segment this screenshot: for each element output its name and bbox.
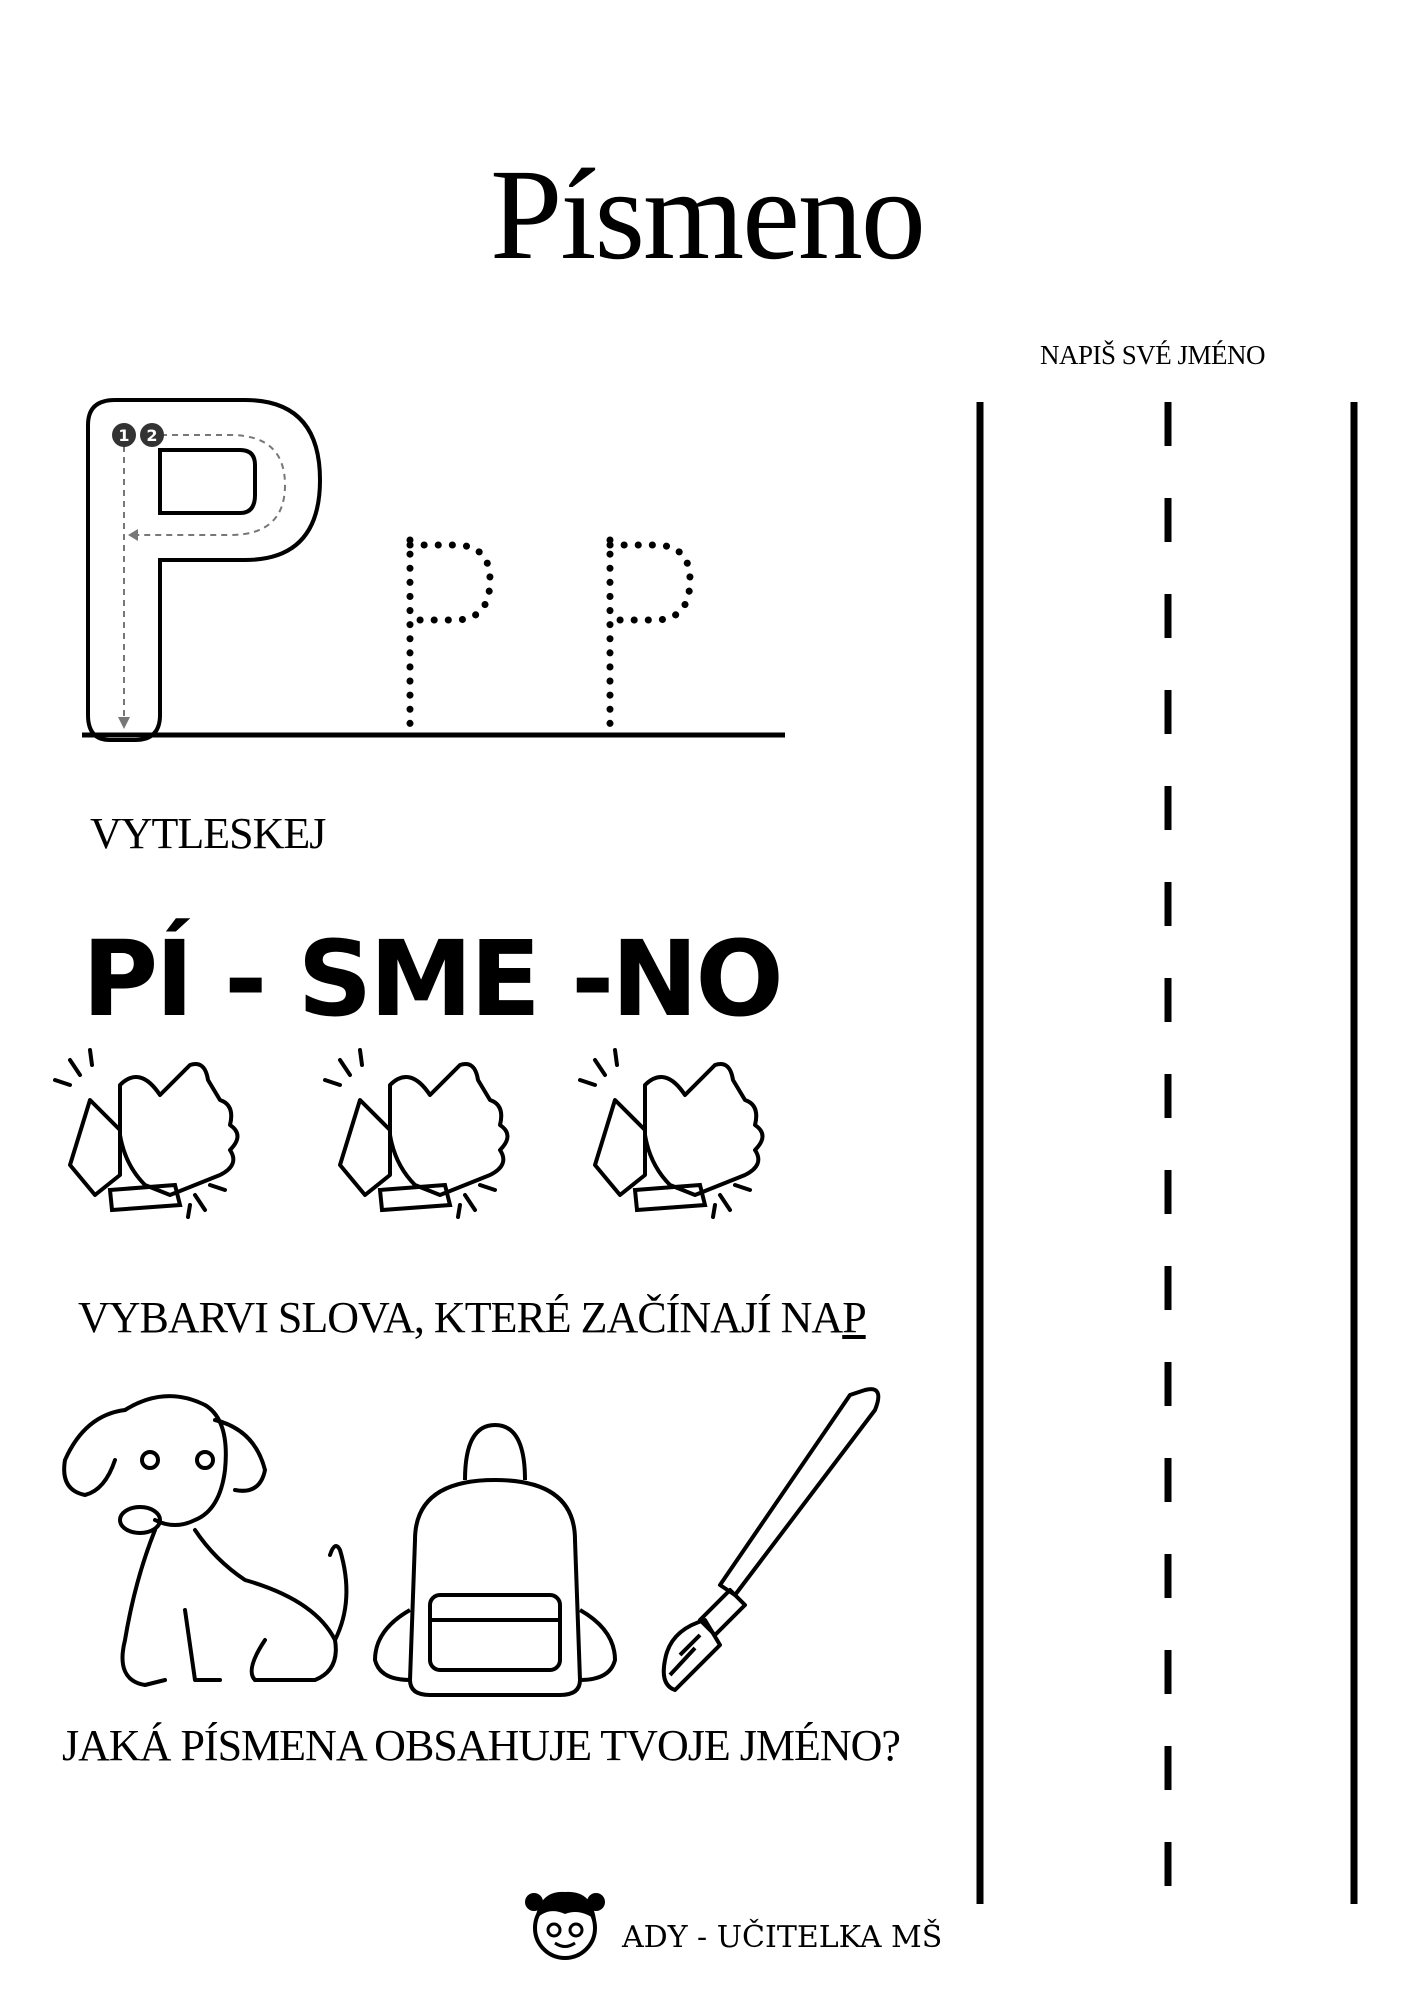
dotted-p-2 bbox=[610, 540, 690, 725]
paintbrush-icon bbox=[664, 1389, 879, 1690]
teacher-face-icon bbox=[520, 1880, 610, 1970]
dog-icon bbox=[64, 1396, 346, 1685]
clapping-hands-icon-2 bbox=[325, 1050, 508, 1217]
footer-text: ADY - UČITELKA MŠ bbox=[622, 1920, 943, 1955]
dotted-p-1 bbox=[410, 540, 490, 725]
clapping-hands-icon-3 bbox=[580, 1050, 763, 1217]
color-instruction-letter: P bbox=[842, 1293, 866, 1342]
page-title: Písmeno bbox=[490, 143, 924, 287]
backpack-icon bbox=[375, 1425, 615, 1695]
step-1-number: 1 bbox=[118, 426, 130, 445]
clap-instruction: VYTLESKEJ bbox=[90, 809, 326, 858]
clapping-hands-icon-1 bbox=[55, 1050, 238, 1217]
step-2-number: 2 bbox=[146, 426, 158, 445]
syllables-text: PÍ - SME -NO bbox=[82, 918, 781, 1040]
color-instruction bbox=[78, 1292, 866, 1343]
name-writing-label: NAPIŠ SVÉ JMÉNO bbox=[1040, 340, 1266, 370]
color-instruction-text: VYBARVI SLOVA, KTERÉ ZAČÍNAJÍ NA bbox=[78, 1293, 843, 1342]
clapping-hands-row bbox=[45, 1045, 765, 1220]
coloring-pictures bbox=[55, 1380, 895, 1710]
name-question: JAKÁ PÍSMENA OBSAHUJE TVOJE JMÉNO? bbox=[62, 1721, 900, 1770]
letter-p-tracing-icon bbox=[80, 395, 800, 745]
